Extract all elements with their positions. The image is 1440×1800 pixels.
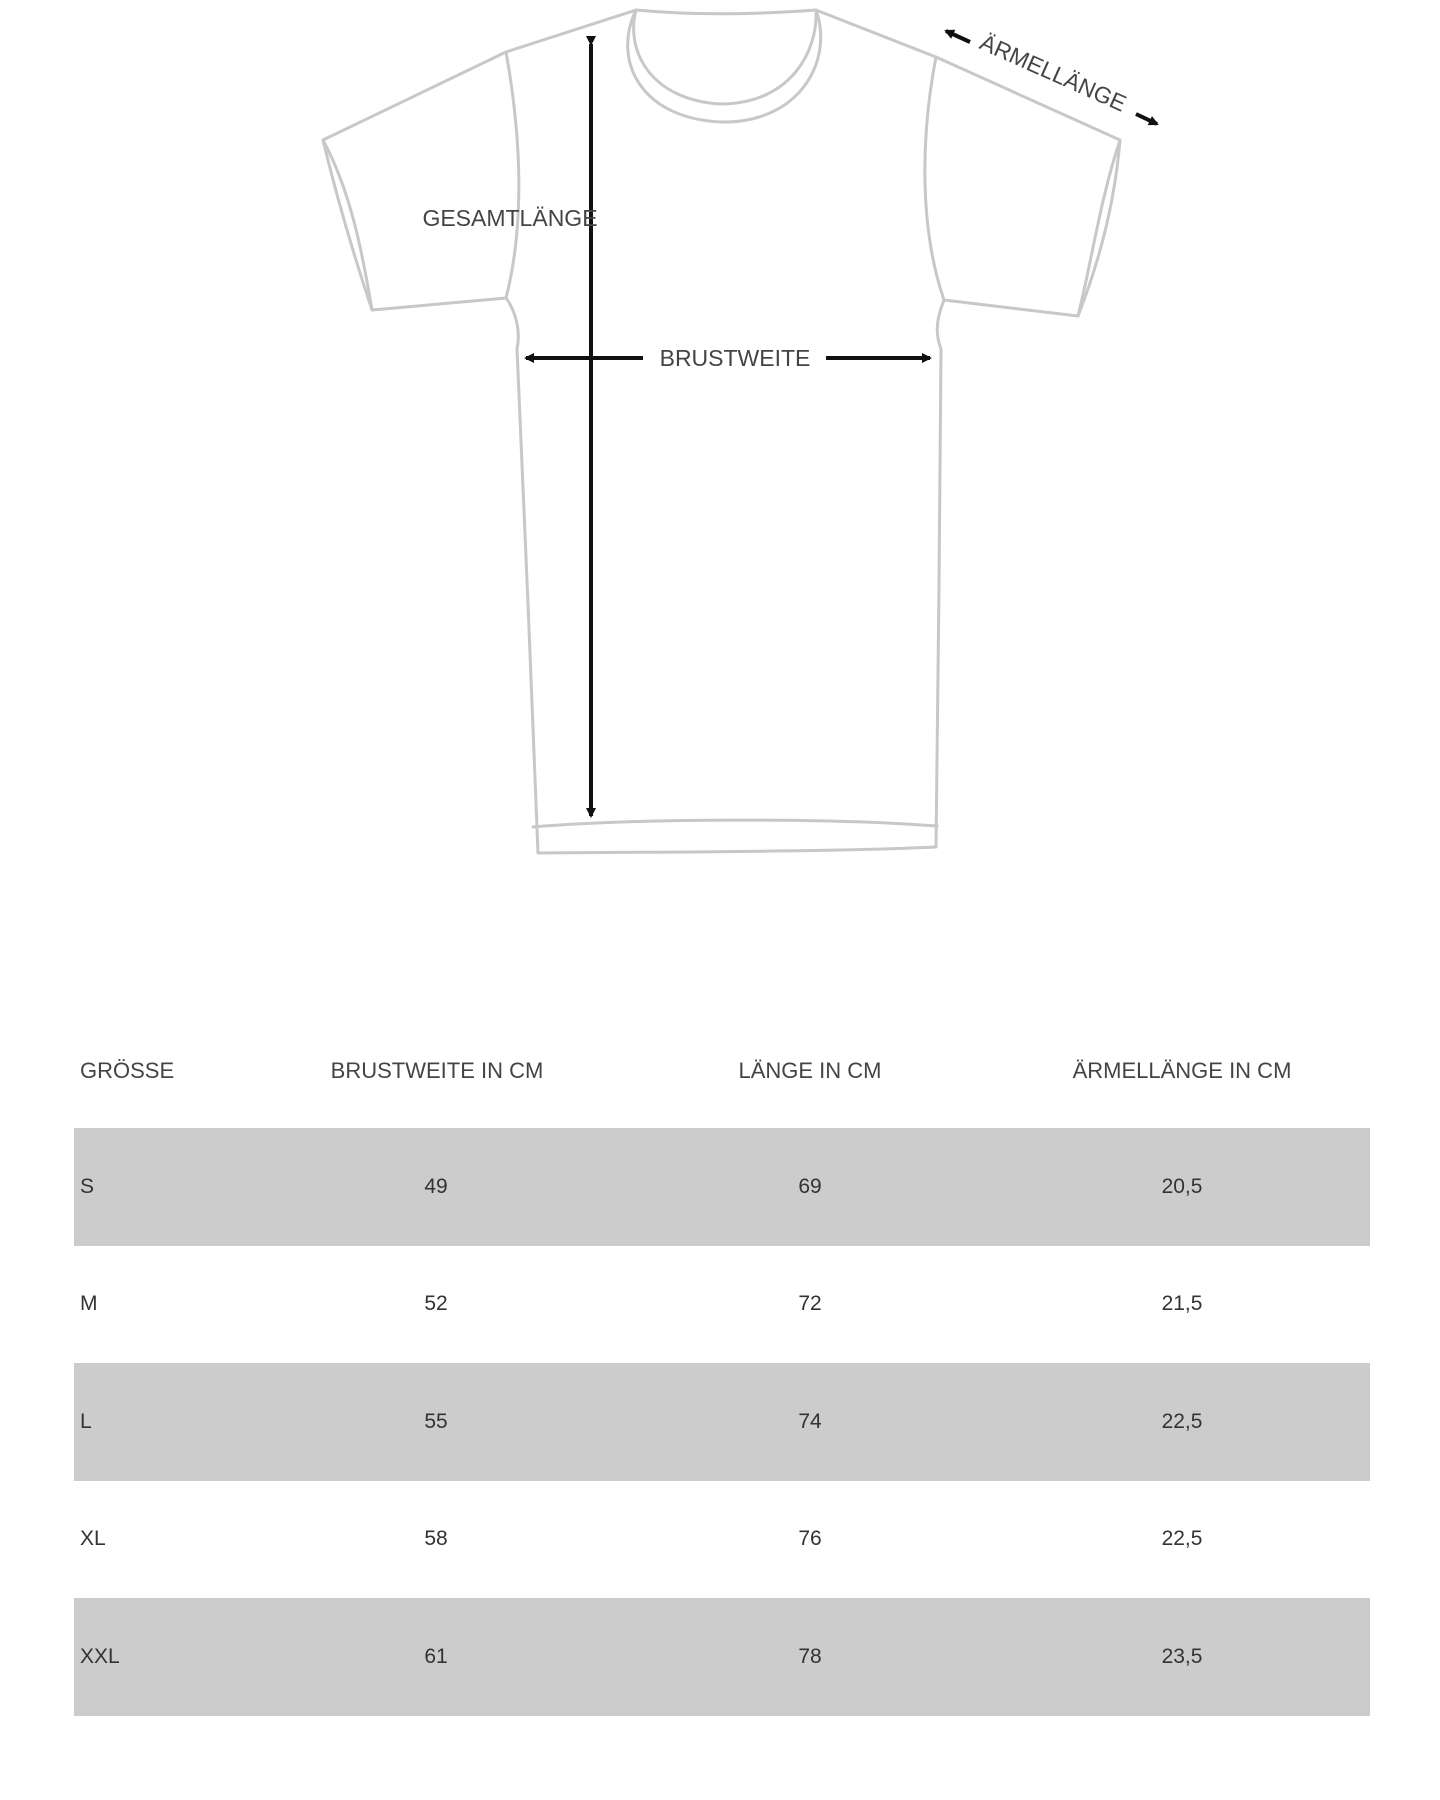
length-cell: 74 bbox=[798, 1409, 822, 1433]
size-table-header bbox=[74, 1010, 1370, 1128]
header-chest-width: BRUSTWEITE IN CM bbox=[330, 1058, 544, 1083]
header-size: GRÖSSE bbox=[80, 1058, 175, 1083]
chest-cell: 55 bbox=[424, 1409, 448, 1433]
sleeve-cell: 20,5 bbox=[1161, 1174, 1203, 1198]
tshirt-right-sleeve-hem bbox=[1078, 140, 1120, 316]
size-table bbox=[74, 1010, 1370, 1716]
length-cell: 78 bbox=[798, 1644, 822, 1668]
sleeve-cell: 23,5 bbox=[1161, 1644, 1203, 1668]
tshirt-body-outline bbox=[323, 10, 1120, 853]
chest-cell: 61 bbox=[424, 1644, 448, 1668]
length-cell: 72 bbox=[798, 1292, 822, 1316]
header-length: LÄNGE IN CM bbox=[738, 1058, 882, 1083]
sleeve-cell: 21,5 bbox=[1161, 1292, 1203, 1316]
chest-width-label: BRUSTWEITE bbox=[659, 345, 811, 371]
size-cell: S bbox=[80, 1174, 95, 1198]
sleeve-length-arrow-right bbox=[1136, 114, 1157, 124]
chest-cell: 58 bbox=[424, 1527, 448, 1551]
table-row bbox=[74, 1128, 1370, 1246]
tshirt-outline bbox=[323, 10, 1120, 853]
length-cell: 76 bbox=[798, 1527, 822, 1551]
sleeve-length-label: ÄRMELLÄNGE bbox=[976, 28, 1131, 117]
table-row bbox=[74, 1363, 1370, 1481]
tshirt-right-shoulder-seam bbox=[925, 57, 944, 300]
size-cell: L bbox=[80, 1409, 92, 1433]
sleeve-cell: 22,5 bbox=[1161, 1409, 1203, 1433]
table-row bbox=[74, 1246, 1370, 1364]
tshirt-bottom-hem bbox=[533, 820, 937, 827]
sleeve-cell: 22,5 bbox=[1161, 1527, 1203, 1551]
chest-cell: 52 bbox=[424, 1292, 448, 1316]
total-length-label: GESAMTLÄNGE bbox=[422, 205, 598, 231]
length-cell: 69 bbox=[798, 1174, 822, 1198]
table-row bbox=[74, 1481, 1370, 1599]
tshirt-collar-inner bbox=[634, 10, 816, 104]
table-row bbox=[74, 1598, 1370, 1716]
size-cell: XXL bbox=[80, 1644, 120, 1668]
sleeve-length-arrow-left bbox=[946, 31, 970, 42]
chest-cell: 49 bbox=[424, 1174, 448, 1198]
header-sleeve-length: ÄRMELLÄNGE IN CM bbox=[1072, 1058, 1292, 1083]
size-cell: XL bbox=[80, 1527, 106, 1551]
tshirt-left-shoulder-seam bbox=[506, 52, 519, 298]
tshirt-measurement-diagram bbox=[0, 0, 1440, 880]
size-cell: M bbox=[80, 1292, 98, 1316]
